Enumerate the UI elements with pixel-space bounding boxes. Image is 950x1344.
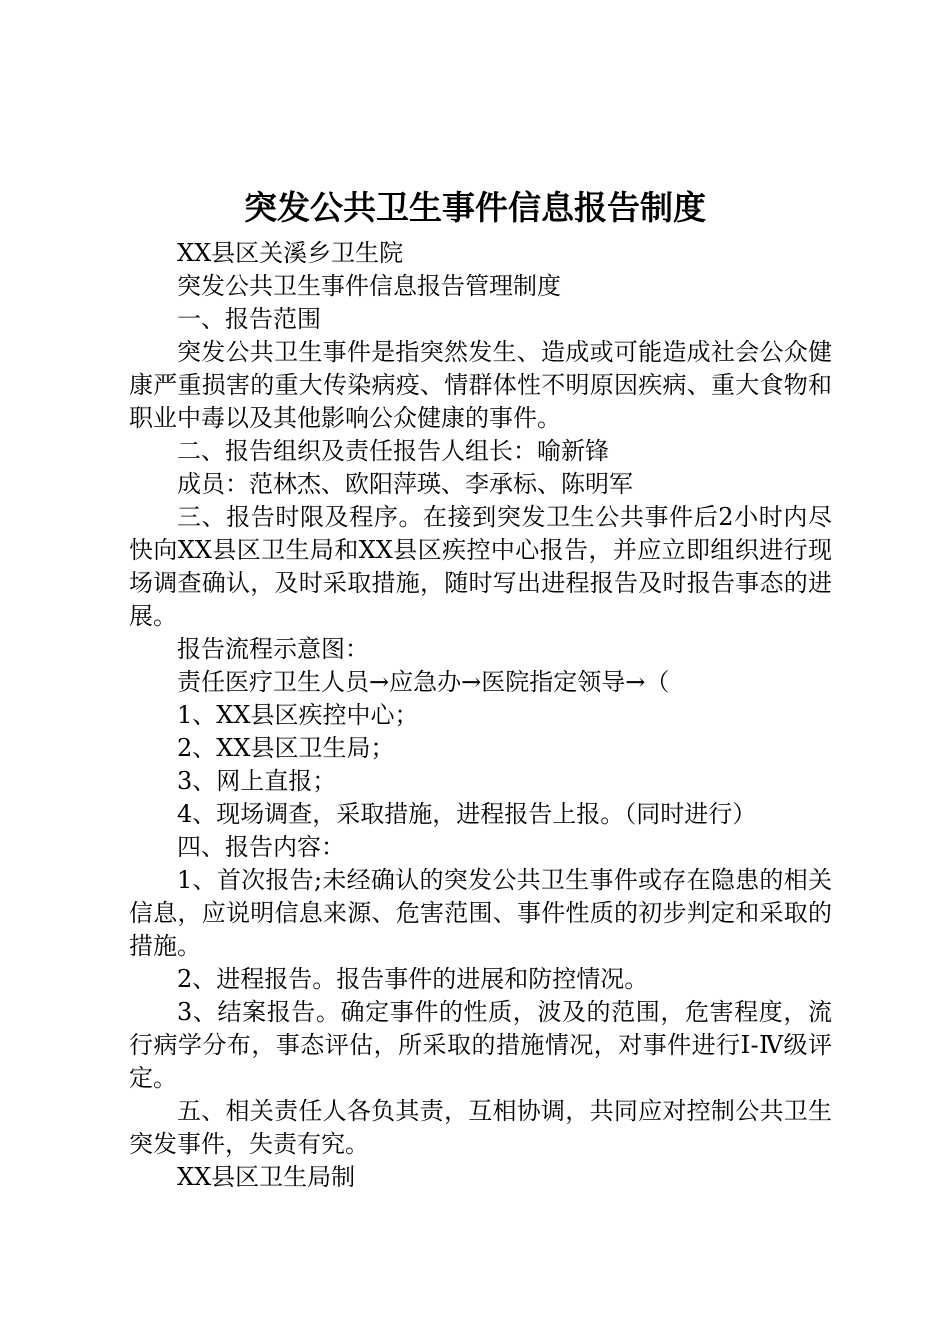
list-item: 1、XX县区疾控中心； bbox=[177, 701, 419, 729]
paragraph-definition: 突发公共卫生事件是指突然发生、造成或可能造成社会公众健康严重损害的重大传染病疫、情群体性不明原因疾病、重大食物和职业中毒以及其他影响公众健康的事件。 bbox=[129, 338, 832, 432]
paragraph-flow-chain: 责任医疗卫生人员→应急办→医院指定领导→（ bbox=[177, 668, 670, 696]
list-item: 2、XX县区卫生局； bbox=[177, 734, 395, 762]
paragraph-progress-report: 2、进程报告。报告事件的进展和防控情况。 bbox=[177, 965, 649, 993]
paragraph-closing-report: 3、结案报告。确定事件的性质，波及的范围，危害程度，流行病学分布，事态评估，所采取的措施情况，对事件进行Ⅰ-Ⅳ级评定。 bbox=[129, 998, 832, 1092]
paragraph-members: 成员：范林杰、欧阳萍瑛、李承标、陈明军 bbox=[177, 470, 633, 498]
paragraph-flow-title: 报告流程示意图： bbox=[177, 635, 369, 663]
paragraph-institution: XX县区关溪乡卫生院 bbox=[177, 239, 404, 267]
section-heading-content: 四、报告内容： bbox=[177, 833, 345, 861]
paragraph-first-report: 1、首次报告;未经确认的突发公共卫生事件或存在隐患的相关信息，应说明信息来源、危害范围、事件性质的初步判定和采取的措施。 bbox=[129, 866, 832, 960]
list-item: 4、现场调查，采取措施，进程报告上报。（同时进行） bbox=[177, 800, 757, 828]
section-heading-scope: 一、报告范围 bbox=[177, 305, 321, 333]
paragraph-issuer: XX县区卫生局制 bbox=[177, 1163, 356, 1191]
paragraph-time-limit: 三、报告时限及程序。在接到突发卫生公共事件后2小时内尽快向XX县区卫生局和XX县区疾控中心报告，并应立即组织进行现场调查确认，及时采取措施，随时写出进程报告及时报告事态的进展。 bbox=[129, 503, 832, 630]
list-item: 3、网上直报； bbox=[177, 767, 337, 795]
section-heading-organization: 二、报告组织及责任报告人组长：喻新锋 bbox=[177, 437, 609, 465]
paragraph-responsibility: 五、相关责任人各负其责，互相协调，共同应对控制公共卫生突发事件，失责有究。 bbox=[129, 1097, 832, 1158]
paragraph-subtitle: 突发公共卫生事件信息报告管理制度 bbox=[177, 272, 561, 300]
document-title: 突发公共卫生事件信息报告制度 bbox=[244, 188, 706, 227]
document-body bbox=[129, 237, 832, 1194]
